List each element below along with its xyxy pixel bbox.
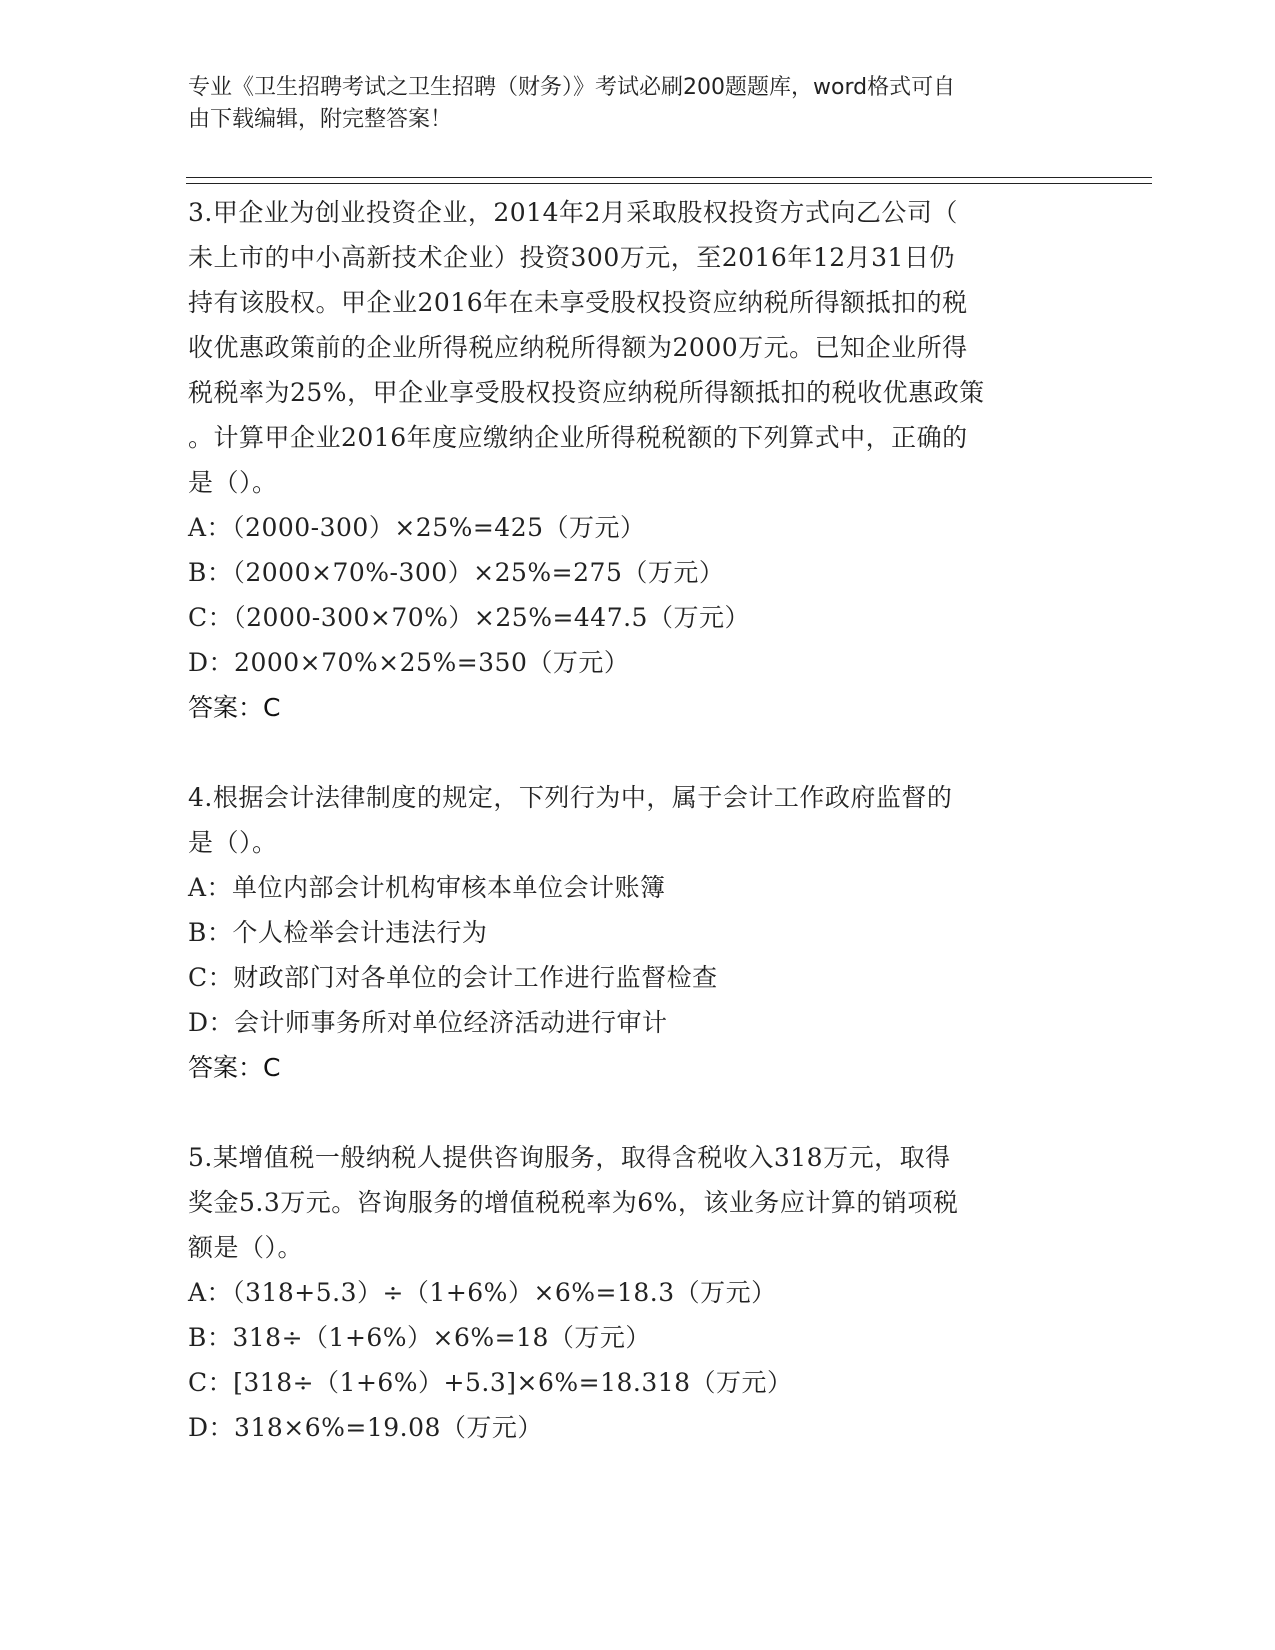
question-text-line: 是（）。 [188, 828, 278, 857]
question-text-line: 奖金5.3万元。咨询服务的增值税税率为6%，该业务应计算的销项税 [188, 1188, 959, 1217]
option-c: C：（2000-300×70%）×25%=447.5（万元） [188, 603, 750, 632]
header-line-2: 由下载编辑，附完整答案！ [188, 107, 453, 132]
question-text-line: 收优惠政策前的企业所得税应纳税所得额为2000万元。已知企业所得 [188, 333, 968, 362]
question-block-5 [188, 1135, 1088, 1450]
question-text-line: 持有该股权。甲企业2016年在未享受股权投资应纳税所得额抵扣的税 [188, 288, 968, 317]
option-c: C：财政部门对各单位的会计工作进行监督检查 [188, 963, 718, 992]
question-block-3 [188, 190, 1088, 730]
option-c: C：[318÷（1+6%）+5.3]×6%=18.318（万元） [188, 1368, 793, 1397]
question-text-line: 税税率为25%，甲企业享受股权投资应纳税所得额抵扣的税收优惠政策 [188, 378, 985, 407]
option-b: B：（2000×70%-300）×25%=275（万元） [188, 558, 725, 587]
question-text-line: 3.甲企业为创业投资企业，2014年2月采取股权投资方式向乙公司（ [188, 198, 958, 227]
option-a: A：单位内部会计机构审核本单位会计账簿 [188, 873, 666, 902]
spacer [188, 1090, 1088, 1135]
option-d: D：会计师事务所对单位经济活动进行审计 [188, 1008, 668, 1037]
option-b: B：318÷（1+6%）×6%=18（万元） [188, 1323, 651, 1352]
answer-label: 答案：C [188, 693, 281, 722]
spacer [188, 730, 1088, 775]
document-header [188, 72, 1068, 136]
question-text-line: 额是（）。 [188, 1233, 304, 1262]
header-line-1: 专业《卫生招聘考试之卫生招聘（财务）》考试必刷200题题库，word格式可自 [188, 75, 956, 100]
question-text-line: 未上市的中小高新技术企业）投资300万元，至2016年12月31日仍 [188, 243, 955, 272]
question-text-line: 4.根据会计法律制度的规定，下列行为中，属于会计工作政府监督的 [188, 783, 953, 812]
header-divider-bottom [186, 183, 1152, 184]
question-text-line: 。计算甲企业2016年度应缴纳企业所得税税额的下列算式中，正确的 [188, 423, 968, 452]
option-b: B：个人检举会计违法行为 [188, 918, 488, 947]
option-d: D：318×6%=19.08（万元） [188, 1413, 543, 1442]
option-a: A：（318+5.3）÷（1+6%）×6%=18.3（万元） [188, 1278, 777, 1307]
question-block-4 [188, 775, 1088, 1090]
answer-label: 答案：C [188, 1053, 281, 1082]
header-divider-top [186, 177, 1152, 178]
option-d: D：2000×70%×25%=350（万元） [188, 648, 630, 677]
question-list [188, 190, 1088, 1450]
question-text-line: 5.某增值税一般纳税人提供咨询服务，取得含税收入318万元，取得 [188, 1143, 951, 1172]
option-a: A：（2000-300）×25%=425（万元） [188, 513, 646, 542]
question-text-line: 是（）。 [188, 468, 278, 497]
